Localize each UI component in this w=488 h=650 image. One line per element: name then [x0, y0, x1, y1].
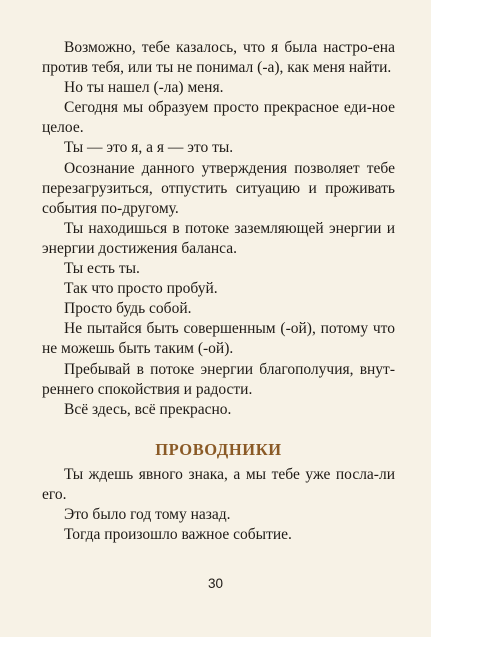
paragraph: Пребывай в потоке энергии благополучия, внут-реннего спокойствия и радости. [42, 360, 395, 398]
paragraph: Но ты нашел (-ла) меня. [64, 79, 224, 97]
page-number: 30 [207, 576, 224, 591]
paragraph: Просто будь собой. [64, 300, 192, 318]
paragraph: Ты находишься в потоке заземляющей энергии и энергии достижения баланса. [42, 219, 395, 257]
paragraph: Всё здесь, всё прекрасно. [64, 400, 232, 418]
section-heading: ПРОВОДНИКИ [155, 439, 282, 459]
paragraph: Осознание данного утверждения позволяет тебе перезагрузиться, отпустить ситуацию и проживать события по-другому. [42, 159, 395, 217]
paragraph: Ты есть ты. [64, 260, 140, 278]
paragraph: Тогда произошло важное событие. [64, 526, 292, 544]
paragraph: Ты — это я, а я — это ты. [64, 139, 234, 157]
paragraph: Возможно, тебе казалось, что я была настро-ена против тебя, или ты не понимал (-а), как меня найти. [42, 39, 395, 77]
paragraph: Так что просто пробуй. [64, 280, 218, 298]
paragraph: Не пытайся быть совершенным (-ой), потому что не можешь быть таким (-ой). [42, 320, 395, 358]
paragraph: Сегодня мы образуем просто прекрасное еди-ное целое. [42, 99, 395, 137]
page-text [42, 38, 395, 545]
paragraph: Ты ждешь явного знака, а мы тебе уже посла-ли его. [42, 465, 395, 503]
paragraph: Это было год тому назад. [64, 505, 231, 523]
